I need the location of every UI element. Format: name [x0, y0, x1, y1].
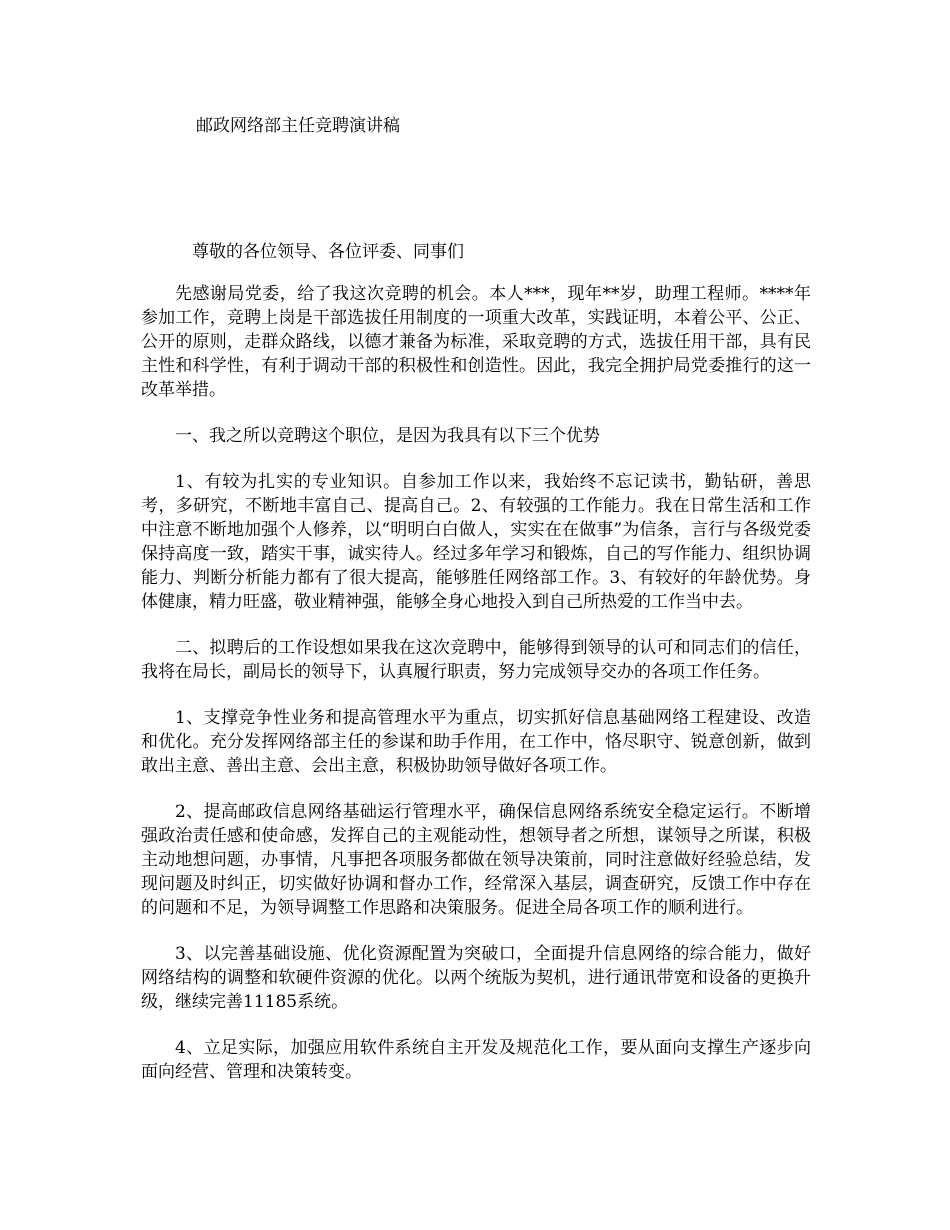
section-heading-advantages: 一、我之所以竞聘这个职位，是因为我具有以下三个优势 — [175, 426, 600, 446]
document-body — [141, 282, 811, 1106]
document-title: 邮政网络部主任竞聘演讲稿 — [196, 116, 400, 136]
paragraph-advantages: 1、有较为扎实的专业知识。自参加工作以来，我始终不忘记读书，勤钻研，善思考，多研究，不断地丰富自己、提高自己。2、有较强的工作能力。我在日常生活和工作中注意不断地加强个人修养，以“明明白白做人，实实在在做事”为信条，言行与各级党委保持高度一致，踏实干事，诚实待人。经过多年学习和锻炼，自己的写作能力、组织协调能力、判断分析能力都有了很大提高，能够胜任网络部工作。3、有较好的年龄优势。身体健康，精力旺盛，敬业精神强，能够全身心地投入到自己所热爱的工作当中去。 — [141, 472, 811, 612]
paragraph-plan-1: 1、支撑竞争性业务和提高管理水平为重点，切实抓好信息基础网络工程建设、改造和优化。充分发挥网络部主任的参谋和助手作用，在工作中，恪尽职守、锐意创新，做到敢出主意、善出主意、会出主意，积极协助领导做好各项工作。 — [141, 708, 811, 776]
paragraph-intro: 先感谢局党委，给了我这次竞聘的机会。本人***，现年**岁，助理工程师。****年参加工作，竞聘上岗是干部选拔任用制度的一项重大改革，实践证明，本着公平、公正、公开的原则，走群众路线，以德才兼备为标准，采取竞聘的方式，选拔任用干部，具有民主性和科学性，有利于调动干部的积极性和创造性。因此，我完全拥护局党委推行的这一改革举措。 — [141, 284, 811, 400]
section-heading-plans: 二、拟聘后的工作设想如果我在这次竞聘中，能够得到领导的认可和同志们的信任，我将在局长，副局长的领导下，认真履行职责，努力完成领导交办的各项工作任务。 — [141, 638, 811, 682]
salutation: 尊敬的各位领导、各位评委、同事们 — [192, 242, 464, 262]
paragraph-plan-2: 2、提高邮政信息网络基础运行管理水平，确保信息网络系统安全稳定运行。不断增强政治责任感和使命感，发挥自己的主观能动性，想领导者之所想，谋领导之所谋，积极主动地想问题，办事情，凡事把各项服务都做在领导决策前，同时注意做好经验总结，发现问题及时纠正，切实做好协调和督办工作，经常深入基层，调查研究，反馈工作中存在的问题和不足，为领导调整工作思路和决策服务。促进全局各项工作的顺利进行。 — [141, 802, 811, 918]
paragraph-plan-4: 4、立足实际，加强应用软件系统自主开发及规范化工作，要从面向支撑生产逐步向面向经营、管理和决策转变。 — [141, 1038, 811, 1082]
paragraph-plan-3: 3、以完善基础设施、优化资源配置为突破口，全面提升信息网络的综合能力，做好网络结构的调整和软硬件资源的优化。以两个统版为契机，进行通讯带宽和设备的更换升级，继续完善11185系统。 — [141, 944, 811, 1012]
